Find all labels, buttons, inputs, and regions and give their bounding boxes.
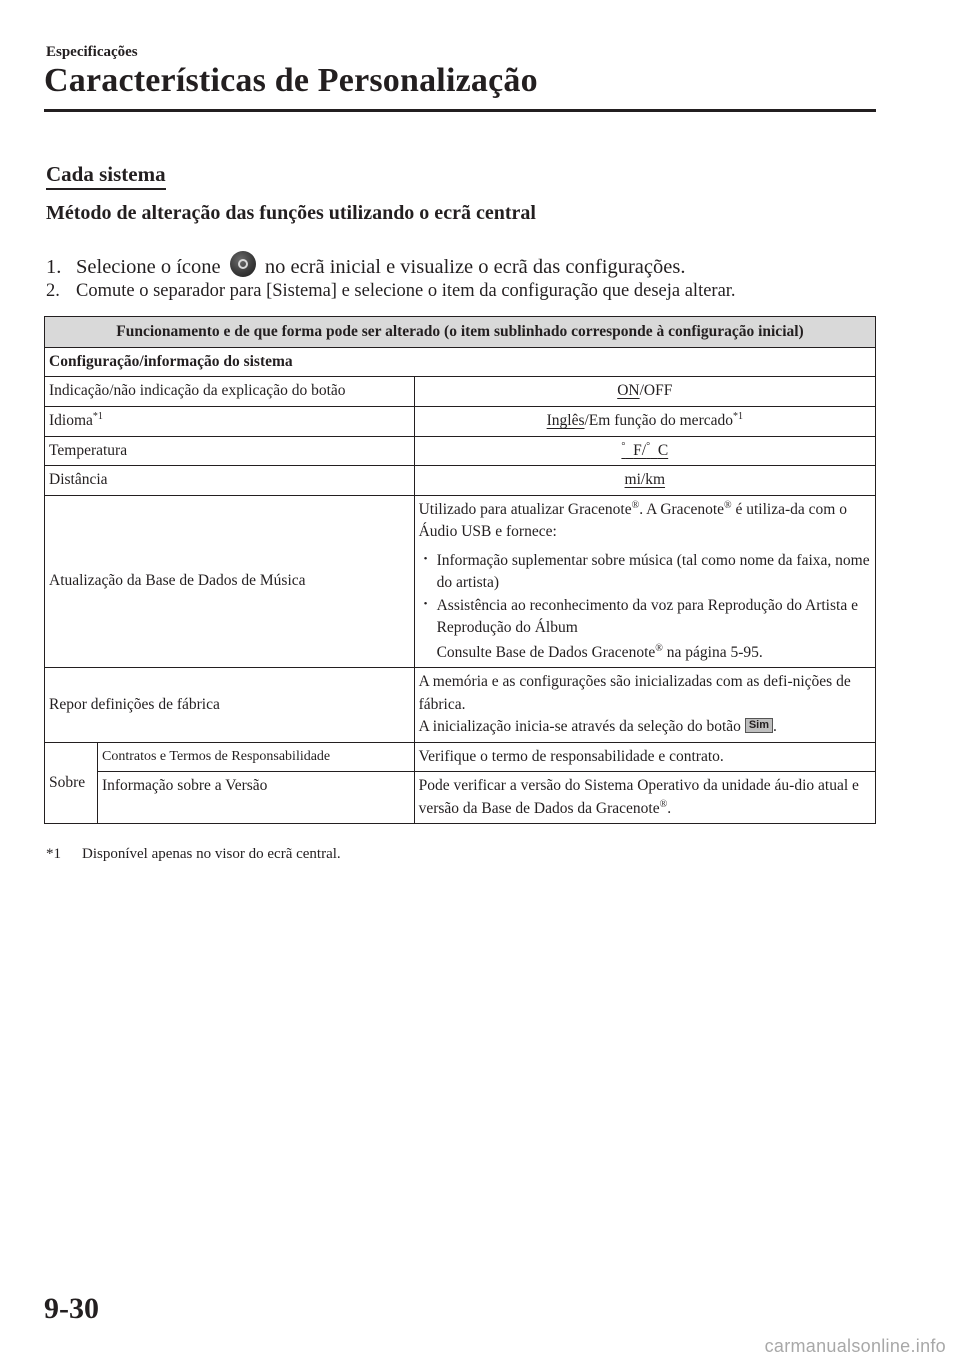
page-title: Características de Personalização: [44, 62, 538, 99]
step-text: Selecione o ícone: [76, 256, 221, 278]
version-text: Pode verificar a versão do Sistema Operativo da unidade áu-dio atual e versão da Base de Dados da Gracenote: [418, 777, 859, 817]
registered-mark: ®: [655, 642, 663, 654]
footnote-text: Disponível apenas no visor do ecrã central.: [82, 846, 341, 862]
step-text: no ecrã inicial e visualize o ecrã das configurações.: [264, 256, 686, 278]
default-value: ON: [617, 382, 640, 400]
music-db-intro: [419, 499, 871, 544]
registered-mark: ®: [724, 499, 732, 511]
reset-instruction: [419, 716, 871, 738]
period: .: [773, 718, 777, 736]
list-item: • Informação suplementar sobre música (tal como nome da faixa, nome do artista): [419, 550, 871, 595]
table-row: [45, 495, 876, 668]
row-label: Informação sobre a Versão: [97, 772, 414, 824]
footnote: [46, 846, 341, 863]
reference-text: Consulte Base de Dados Gracenote: [436, 643, 656, 661]
settings-table: [44, 316, 876, 824]
default-value: [621, 442, 668, 459]
row-value: [414, 495, 875, 668]
degree-symbol: °: [646, 440, 651, 452]
table-header: Funcionamento e de que forma pode ser alterado (o item sublinhado corresponde à configuração inicial): [45, 317, 876, 348]
footnote-ref: *1: [732, 410, 743, 422]
table-row: [45, 466, 876, 495]
table-row: [45, 406, 876, 436]
instruction-text: A inicialização inicia-se através da seleção do botão: [418, 718, 741, 736]
section-label: Especificações: [46, 44, 138, 60]
page-number: 9-30: [44, 1292, 99, 1325]
feature-list: [419, 550, 871, 640]
row-value: [414, 406, 875, 436]
step-number: 1.: [46, 256, 62, 278]
title-divider: [44, 109, 876, 112]
step-1: [46, 251, 685, 279]
table-group-row: [45, 348, 876, 377]
settings-icon: [230, 251, 256, 277]
period: .: [667, 799, 672, 817]
row-value: [414, 436, 875, 466]
table-row: [45, 436, 876, 466]
celsius: C: [657, 441, 669, 459]
list-item: • Assistência ao reconhecimento da voz para Reprodução do Artista e Reprodução do Álbum: [419, 595, 871, 640]
registered-mark: ®: [631, 499, 640, 511]
row-label: Repor definições de fábrica: [45, 668, 415, 742]
step-2: [46, 281, 736, 302]
row-label: Temperatura: [45, 436, 415, 466]
row-value: [414, 466, 875, 495]
table-row: [45, 668, 876, 742]
subsection-heading: Cada sistema: [46, 162, 166, 190]
table-row: [45, 772, 876, 824]
row-value: Verifique o termo de responsabilidade e contrato.: [414, 742, 875, 771]
row-value: [414, 668, 875, 742]
intro-text: é utiliza-da com o Áudio USB e fornece:: [418, 500, 847, 541]
row-label: Atualização da Base de Dados de Música: [45, 495, 415, 668]
row-value: [414, 377, 875, 406]
method-heading: Método de alteração das funções utilizando o ecrã central: [46, 202, 536, 224]
row-label: Distância: [45, 466, 415, 495]
sim-button: Sim: [745, 718, 773, 733]
default-value: Inglês: [546, 412, 585, 430]
watermark: carmanualsonline.info: [764, 1336, 946, 1356]
intro-text: Utilizado para atualizar Gracenote: [418, 500, 632, 518]
row-label: Contratos e Termos de Responsabilidade: [97, 742, 414, 771]
intro-text: . A Gracenote: [639, 500, 725, 518]
footnote-mark: *1: [46, 846, 61, 862]
other-value: /Em função do mercado: [584, 412, 733, 430]
row-label: [45, 406, 415, 436]
step-text: Comute o separador para [Sistema] e selecione o item da configuração que deseja alterar.: [76, 281, 736, 301]
row-label: Indicação/não indicação da explicação do botão: [45, 377, 415, 406]
table-row: [45, 377, 876, 406]
registered-mark: ®: [659, 798, 668, 810]
row-value: [414, 772, 875, 824]
table-row: [45, 742, 876, 771]
fahrenheit: F/: [633, 441, 647, 459]
footnote-ref: *1: [92, 410, 103, 422]
degree-symbol: °: [621, 440, 626, 452]
about-label: Sobre: [45, 742, 98, 824]
default-value: mi/km: [624, 471, 666, 489]
reference-text: na página 5-95.: [662, 643, 763, 661]
reset-description: A memória e as configurações são inicializadas com as defi-nições de fábrica.: [418, 673, 851, 713]
page-reference: [419, 642, 871, 665]
table-group-label: Configuração/informação do sistema: [45, 348, 876, 377]
label-text: Idioma: [49, 412, 93, 430]
step-number: 2.: [46, 281, 60, 301]
other-value: /OFF: [639, 382, 673, 400]
table-header-row: [45, 317, 876, 348]
